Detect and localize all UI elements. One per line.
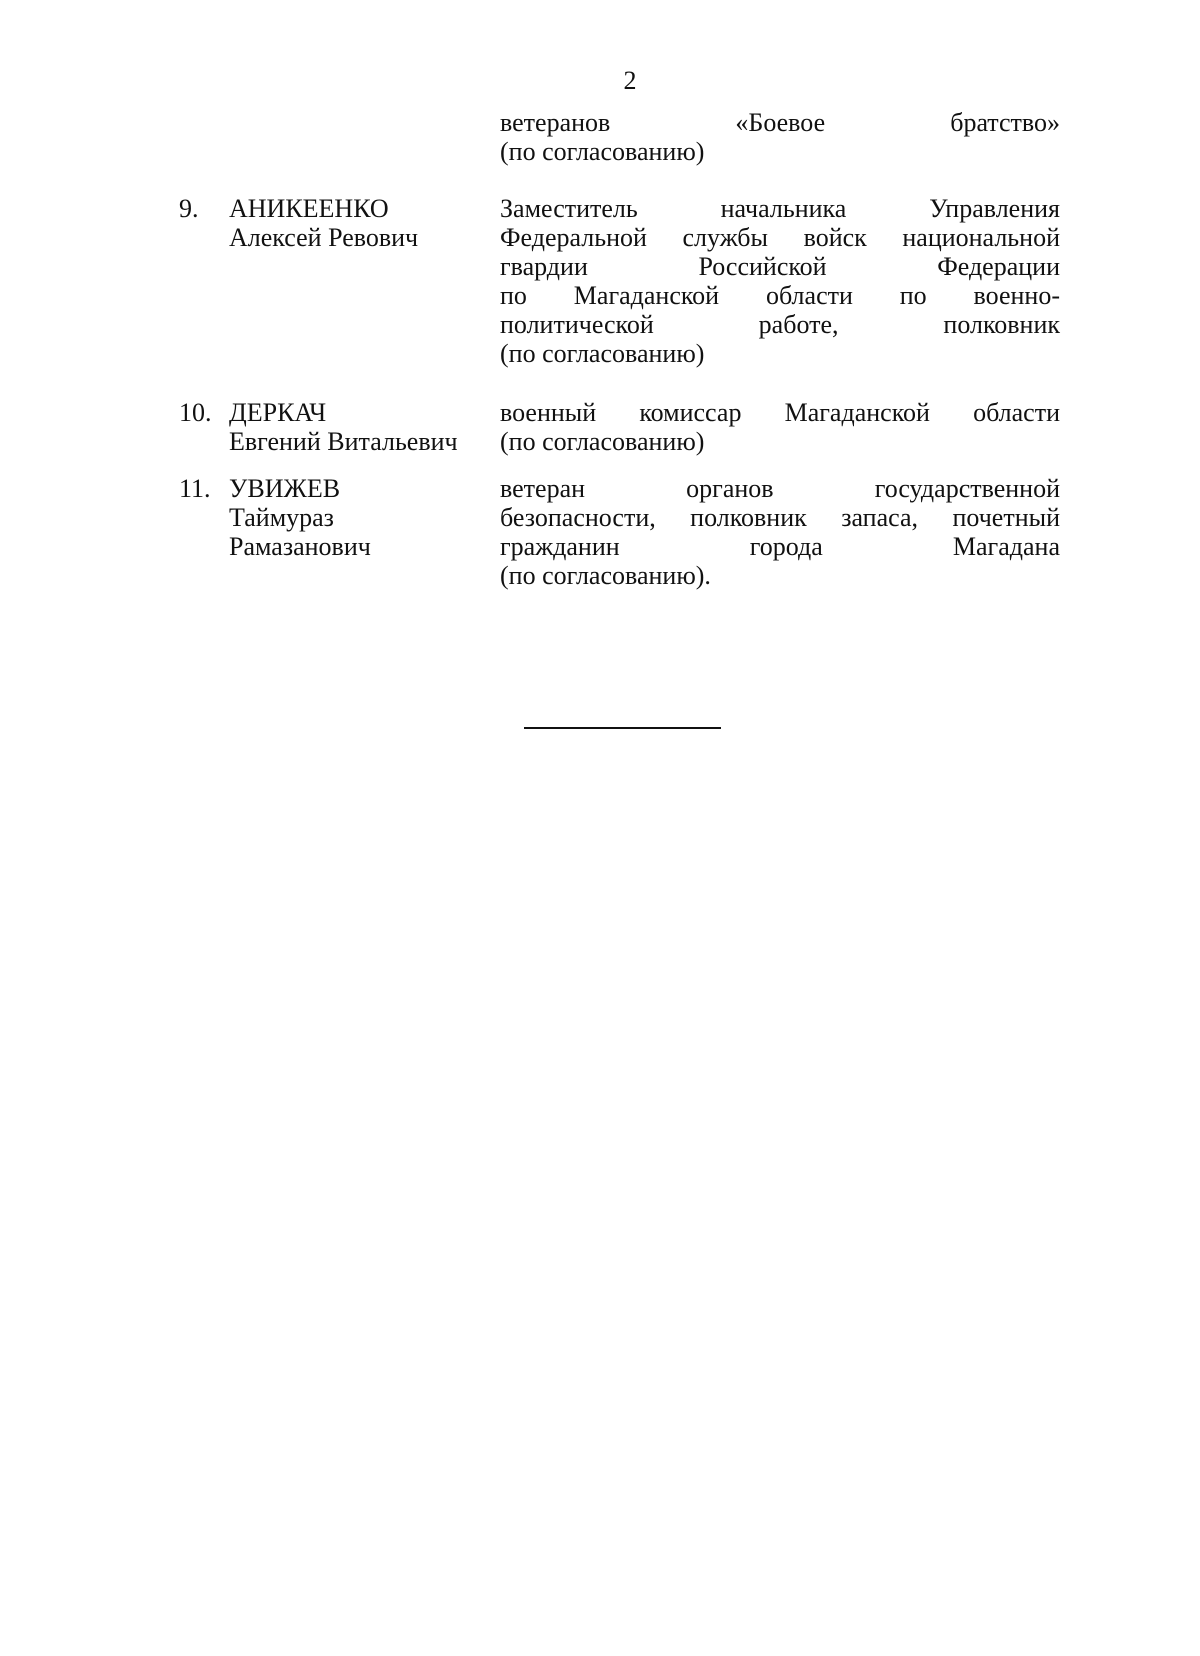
text-line: Федеральной службы войск национальной — [500, 223, 1060, 252]
continuation-text — [500, 108, 1060, 166]
member-position — [500, 474, 1060, 590]
member-name — [229, 398, 484, 456]
text-line: военный комиссар Магаданской области — [500, 398, 1060, 427]
member-number: 10. — [179, 398, 212, 427]
member-position — [500, 194, 1060, 368]
text-line: (по согласованию) — [500, 137, 705, 166]
member-number: 9. — [179, 194, 199, 223]
member-number: 11. — [179, 474, 211, 503]
text-line: (по согласованию). — [500, 561, 711, 590]
text-line: Заместитель начальника Управления — [500, 194, 1060, 223]
text-line: безопасности, полковник запаса, почетный — [500, 503, 1060, 532]
text-line: (по согласованию) — [500, 427, 705, 456]
member-name — [229, 194, 484, 252]
member-surname: АНИКЕЕНКО — [229, 194, 389, 223]
text-line: по Магаданской области по военно- — [500, 281, 1060, 310]
member-given-names: Рамазанович — [229, 532, 371, 561]
text-line: гражданин города Магадана — [500, 532, 1060, 561]
member-given-names: Алексей Ревович — [229, 223, 419, 252]
text-line: ветеран органов государственной — [500, 474, 1060, 503]
text-line: ветеранов «Боевое братство» — [500, 108, 1060, 137]
member-given-names: Таймураз — [229, 503, 334, 532]
page-number: 2 — [623, 66, 637, 95]
member-name — [229, 474, 484, 561]
member-surname: УВИЖЕВ — [229, 474, 341, 503]
member-position — [500, 398, 1060, 456]
member-surname: ДЕРКАЧ — [229, 398, 327, 427]
member-given-names: Евгений Витальевич — [229, 427, 458, 456]
text-line: политической работе, полковник — [500, 310, 1060, 339]
text-line: (по согласованию) — [500, 339, 705, 368]
end-rule — [524, 727, 721, 729]
text-line: гвардии Российской Федерации — [500, 252, 1060, 281]
